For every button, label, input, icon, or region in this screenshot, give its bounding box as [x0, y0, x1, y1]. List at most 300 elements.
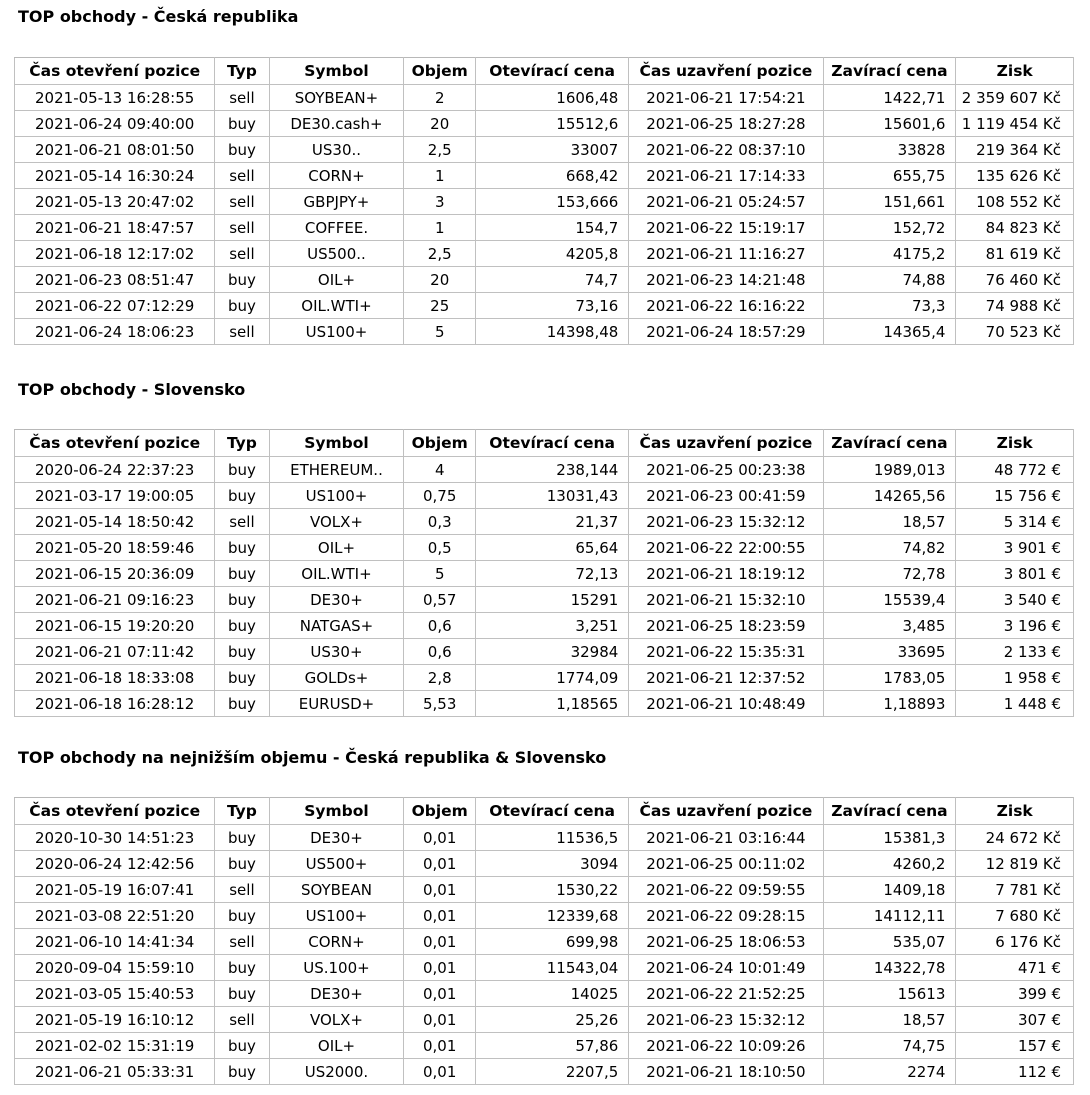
cell-profit: 471 € [956, 955, 1074, 981]
cell-open-price: 15512,6 [475, 111, 628, 137]
table-row [15, 1059, 1074, 1085]
cell-volume: 0,3 [404, 509, 476, 535]
cell-type: sell [215, 929, 269, 955]
cell-open-price: 4205,8 [475, 241, 628, 267]
table-header-row [15, 798, 1074, 825]
cell-type: buy [215, 483, 269, 509]
cell-close-price: 655,75 [823, 163, 956, 189]
cell-close-price: 33695 [823, 639, 956, 665]
cell-open-price: 1774,09 [475, 665, 628, 691]
table-row [15, 613, 1074, 639]
table-row [15, 877, 1074, 903]
cell-open-price: 73,16 [475, 293, 628, 319]
cell-open-price: 14025 [475, 981, 628, 1007]
cell-close-time: 2021-06-21 17:14:33 [629, 163, 823, 189]
cell-profit: 7 680 Kč [956, 903, 1074, 929]
section-title-lowest-volume: TOP obchody na nejnižším objemu - Česká republika & Slovensko [18, 748, 607, 767]
table-row [15, 137, 1074, 163]
cell-volume: 0,01 [404, 1059, 476, 1085]
cell-symbol: NATGAS+ [269, 613, 404, 639]
cell-type: buy [215, 903, 269, 929]
cell-volume: 5 [404, 561, 476, 587]
cell-profit: 24 672 Kč [956, 825, 1074, 851]
cell-open-price: 11536,5 [475, 825, 628, 851]
cell-close-price: 74,75 [823, 1033, 956, 1059]
cell-open-price: 11543,04 [475, 955, 628, 981]
table-row [15, 825, 1074, 851]
cell-close-price: 18,57 [823, 509, 956, 535]
cell-volume: 2,5 [404, 241, 476, 267]
cell-open-time: 2021-06-24 09:40:00 [15, 111, 215, 137]
table-row [15, 665, 1074, 691]
table-row [15, 561, 1074, 587]
cell-open-time: 2021-06-21 18:47:57 [15, 215, 215, 241]
cell-close-price: 2274 [823, 1059, 956, 1085]
cell-profit: 3 196 € [956, 613, 1074, 639]
table-row [15, 851, 1074, 877]
cell-volume: 20 [404, 267, 476, 293]
cell-type: buy [215, 665, 269, 691]
cell-close-time: 2021-06-22 22:00:55 [629, 535, 823, 561]
column-header-profit: Zisk [956, 798, 1074, 825]
cell-open-price: 1,18565 [475, 691, 628, 717]
section-title-sk: TOP obchody - Slovensko [18, 380, 246, 399]
cell-open-time: 2021-05-14 16:30:24 [15, 163, 215, 189]
cell-open-price: 13031,43 [475, 483, 628, 509]
cell-profit: 5 314 € [956, 509, 1074, 535]
table-row [15, 1007, 1074, 1033]
cell-type: sell [215, 163, 269, 189]
cell-symbol: GOLDs+ [269, 665, 404, 691]
cell-symbol: SOYBEAN [269, 877, 404, 903]
cell-open-time: 2021-06-24 18:06:23 [15, 319, 215, 345]
cell-close-price: 74,88 [823, 267, 956, 293]
cell-volume: 0,01 [404, 1033, 476, 1059]
cell-open-time: 2021-06-15 20:36:09 [15, 561, 215, 587]
table-top-trades-lowest-volume [14, 797, 1074, 1085]
cell-open-price: 3094 [475, 851, 628, 877]
cell-open-time: 2021-05-13 16:28:55 [15, 85, 215, 111]
cell-open-price: 32984 [475, 639, 628, 665]
cell-profit: 3 801 € [956, 561, 1074, 587]
cell-type: buy [215, 535, 269, 561]
column-header-type: Typ [215, 430, 269, 457]
cell-profit: 2 133 € [956, 639, 1074, 665]
cell-profit: 48 772 € [956, 457, 1074, 483]
cell-volume: 2 [404, 85, 476, 111]
table-row [15, 85, 1074, 111]
cell-symbol: OIL+ [269, 267, 404, 293]
cell-type: sell [215, 319, 269, 345]
cell-open-price: 25,26 [475, 1007, 628, 1033]
cell-close-time: 2021-06-22 21:52:25 [629, 981, 823, 1007]
cell-close-time: 2021-06-21 18:10:50 [629, 1059, 823, 1085]
cell-profit: 3 901 € [956, 535, 1074, 561]
cell-close-price: 15381,3 [823, 825, 956, 851]
cell-volume: 0,01 [404, 903, 476, 929]
cell-open-time: 2020-06-24 12:42:56 [15, 851, 215, 877]
column-header-close-price: Zavírací cena [823, 58, 956, 85]
cell-close-time: 2021-06-22 09:59:55 [629, 877, 823, 903]
column-header-type: Typ [215, 798, 269, 825]
cell-open-price: 21,37 [475, 509, 628, 535]
cell-profit: 219 364 Kč [956, 137, 1074, 163]
cell-symbol: VOLX+ [269, 509, 404, 535]
column-header-volume: Objem [404, 430, 476, 457]
cell-symbol: OIL.WTI+ [269, 561, 404, 587]
cell-type: sell [215, 241, 269, 267]
cell-type: buy [215, 613, 269, 639]
cell-type: buy [215, 111, 269, 137]
cell-profit: 1 119 454 Kč [956, 111, 1074, 137]
column-header-symbol: Symbol [269, 58, 404, 85]
table-row [15, 981, 1074, 1007]
cell-close-time: 2021-06-25 00:11:02 [629, 851, 823, 877]
table-row [15, 483, 1074, 509]
cell-symbol: OIL+ [269, 1033, 404, 1059]
cell-symbol: US30.. [269, 137, 404, 163]
cell-open-time: 2021-06-21 09:16:23 [15, 587, 215, 613]
cell-close-price: 1,18893 [823, 691, 956, 717]
cell-close-price: 152,72 [823, 215, 956, 241]
cell-profit: 76 460 Kč [956, 267, 1074, 293]
cell-type: sell [215, 85, 269, 111]
cell-close-price: 3,485 [823, 613, 956, 639]
cell-close-time: 2021-06-21 11:16:27 [629, 241, 823, 267]
cell-close-price: 72,78 [823, 561, 956, 587]
cell-symbol: US.100+ [269, 955, 404, 981]
cell-profit: 1 448 € [956, 691, 1074, 717]
cell-close-time: 2021-06-25 18:23:59 [629, 613, 823, 639]
column-header-open-price: Otevírací cena [475, 430, 628, 457]
table-row [15, 293, 1074, 319]
cell-open-price: 1530,22 [475, 877, 628, 903]
cell-volume: 2,8 [404, 665, 476, 691]
cell-open-price: 3,251 [475, 613, 628, 639]
cell-close-price: 74,82 [823, 535, 956, 561]
column-header-open-time: Čas otevření pozice [15, 430, 215, 457]
cell-type: buy [215, 457, 269, 483]
cell-close-price: 33828 [823, 137, 956, 163]
column-header-profit: Zisk [956, 58, 1074, 85]
cell-close-price: 1783,05 [823, 665, 956, 691]
column-header-open-price: Otevírací cena [475, 798, 628, 825]
column-header-open-time: Čas otevření pozice [15, 58, 215, 85]
cell-close-time: 2021-06-25 18:27:28 [629, 111, 823, 137]
cell-open-price: 238,144 [475, 457, 628, 483]
cell-close-time: 2021-06-22 15:19:17 [629, 215, 823, 241]
cell-open-time: 2021-06-21 05:33:31 [15, 1059, 215, 1085]
cell-open-price: 668,42 [475, 163, 628, 189]
cell-volume: 1 [404, 163, 476, 189]
cell-profit: 84 823 Kč [956, 215, 1074, 241]
cell-close-time: 2021-06-22 15:35:31 [629, 639, 823, 665]
cell-volume: 0,01 [404, 877, 476, 903]
cell-type: sell [215, 1007, 269, 1033]
table-row [15, 535, 1074, 561]
cell-volume: 0,01 [404, 955, 476, 981]
cell-open-time: 2021-05-14 18:50:42 [15, 509, 215, 535]
cell-type: buy [215, 1033, 269, 1059]
cell-profit: 81 619 Kč [956, 241, 1074, 267]
cell-type: buy [215, 1059, 269, 1085]
cell-open-price: 154,7 [475, 215, 628, 241]
cell-open-price: 65,64 [475, 535, 628, 561]
cell-type: sell [215, 509, 269, 535]
cell-open-time: 2021-06-23 08:51:47 [15, 267, 215, 293]
cell-open-price: 14398,48 [475, 319, 628, 345]
cell-open-time: 2021-05-20 18:59:46 [15, 535, 215, 561]
table-row [15, 163, 1074, 189]
cell-volume: 0,5 [404, 535, 476, 561]
cell-profit: 70 523 Kč [956, 319, 1074, 345]
cell-profit: 307 € [956, 1007, 1074, 1033]
cell-type: sell [215, 189, 269, 215]
table-row [15, 691, 1074, 717]
cell-profit: 135 626 Kč [956, 163, 1074, 189]
cell-volume: 0,01 [404, 825, 476, 851]
cell-type: buy [215, 137, 269, 163]
cell-open-time: 2020-10-30 14:51:23 [15, 825, 215, 851]
cell-volume: 2,5 [404, 137, 476, 163]
table-row [15, 903, 1074, 929]
column-header-type: Typ [215, 58, 269, 85]
cell-open-price: 57,86 [475, 1033, 628, 1059]
table-header-row [15, 430, 1074, 457]
cell-open-time: 2021-05-13 20:47:02 [15, 189, 215, 215]
cell-close-time: 2021-06-21 17:54:21 [629, 85, 823, 111]
cell-close-time: 2021-06-23 00:41:59 [629, 483, 823, 509]
cell-symbol: US100+ [269, 483, 404, 509]
cell-symbol: OIL+ [269, 535, 404, 561]
cell-volume: 0,75 [404, 483, 476, 509]
cell-close-price: 73,3 [823, 293, 956, 319]
cell-symbol: SOYBEAN+ [269, 85, 404, 111]
cell-close-time: 2021-06-21 05:24:57 [629, 189, 823, 215]
cell-open-price: 153,666 [475, 189, 628, 215]
column-header-close-time: Čas uzavření pozice [629, 430, 823, 457]
cell-open-time: 2021-06-15 19:20:20 [15, 613, 215, 639]
cell-volume: 5,53 [404, 691, 476, 717]
cell-symbol: US30+ [269, 639, 404, 665]
cell-close-price: 4175,2 [823, 241, 956, 267]
cell-open-time: 2021-06-18 18:33:08 [15, 665, 215, 691]
cell-close-price: 1989,013 [823, 457, 956, 483]
cell-open-time: 2021-05-19 16:07:41 [15, 877, 215, 903]
cell-close-time: 2021-06-23 14:21:48 [629, 267, 823, 293]
cell-close-time: 2021-06-25 18:06:53 [629, 929, 823, 955]
column-header-open-time: Čas otevření pozice [15, 798, 215, 825]
cell-close-time: 2021-06-22 16:16:22 [629, 293, 823, 319]
column-header-close-price: Zavírací cena [823, 798, 956, 825]
cell-profit: 108 552 Kč [956, 189, 1074, 215]
cell-symbol: DE30+ [269, 981, 404, 1007]
cell-open-time: 2021-06-18 16:28:12 [15, 691, 215, 717]
cell-close-time: 2021-06-23 15:32:12 [629, 509, 823, 535]
cell-close-time: 2021-06-21 18:19:12 [629, 561, 823, 587]
cell-open-price: 12339,68 [475, 903, 628, 929]
cell-open-time: 2021-03-05 15:40:53 [15, 981, 215, 1007]
cell-type: buy [215, 851, 269, 877]
column-header-profit: Zisk [956, 430, 1074, 457]
cell-volume: 0,01 [404, 929, 476, 955]
cell-close-price: 1422,71 [823, 85, 956, 111]
cell-close-price: 15539,4 [823, 587, 956, 613]
cell-close-price: 1409,18 [823, 877, 956, 903]
cell-volume: 0,01 [404, 981, 476, 1007]
cell-symbol: US2000. [269, 1059, 404, 1085]
cell-type: sell [215, 877, 269, 903]
cell-close-time: 2021-06-22 08:37:10 [629, 137, 823, 163]
cell-close-time: 2021-06-22 10:09:26 [629, 1033, 823, 1059]
section-title-cz: TOP obchody - Česká republika [18, 7, 299, 26]
column-header-symbol: Symbol [269, 798, 404, 825]
cell-symbol: OIL.WTI+ [269, 293, 404, 319]
cell-profit: 112 € [956, 1059, 1074, 1085]
cell-close-time: 2021-06-21 12:37:52 [629, 665, 823, 691]
table-top-trades-cz [14, 57, 1074, 345]
cell-close-price: 151,661 [823, 189, 956, 215]
column-header-open-price: Otevírací cena [475, 58, 628, 85]
cell-profit: 15 756 € [956, 483, 1074, 509]
cell-volume: 5 [404, 319, 476, 345]
column-header-close-time: Čas uzavření pozice [629, 58, 823, 85]
cell-open-time: 2020-09-04 15:59:10 [15, 955, 215, 981]
cell-type: sell [215, 215, 269, 241]
cell-close-time: 2021-06-24 10:01:49 [629, 955, 823, 981]
cell-volume: 1 [404, 215, 476, 241]
cell-open-time: 2020-06-24 22:37:23 [15, 457, 215, 483]
table-row [15, 639, 1074, 665]
cell-close-price: 14265,56 [823, 483, 956, 509]
cell-volume: 0,01 [404, 851, 476, 877]
cell-volume: 0,6 [404, 613, 476, 639]
cell-symbol: GBPJPY+ [269, 189, 404, 215]
table-row [15, 215, 1074, 241]
table-row [15, 111, 1074, 137]
cell-type: buy [215, 561, 269, 587]
cell-profit: 2 359 607 Kč [956, 85, 1074, 111]
cell-open-price: 15291 [475, 587, 628, 613]
table-row [15, 587, 1074, 613]
cell-close-time: 2021-06-21 10:48:49 [629, 691, 823, 717]
cell-profit: 7 781 Kč [956, 877, 1074, 903]
cell-type: buy [215, 691, 269, 717]
cell-close-price: 14322,78 [823, 955, 956, 981]
cell-volume: 20 [404, 111, 476, 137]
table-row [15, 267, 1074, 293]
cell-symbol: DE30+ [269, 825, 404, 851]
cell-open-price: 72,13 [475, 561, 628, 587]
cell-close-price: 535,07 [823, 929, 956, 955]
cell-symbol: ETHEREUM.. [269, 457, 404, 483]
column-header-volume: Objem [404, 58, 476, 85]
cell-symbol: US500.. [269, 241, 404, 267]
cell-type: buy [215, 267, 269, 293]
cell-close-time: 2021-06-24 18:57:29 [629, 319, 823, 345]
table-row [15, 457, 1074, 483]
cell-type: buy [215, 293, 269, 319]
column-header-close-time: Čas uzavření pozice [629, 798, 823, 825]
cell-volume: 0,6 [404, 639, 476, 665]
column-header-close-price: Zavírací cena [823, 430, 956, 457]
column-header-symbol: Symbol [269, 430, 404, 457]
cell-profit: 399 € [956, 981, 1074, 1007]
cell-volume: 4 [404, 457, 476, 483]
cell-symbol: US100+ [269, 319, 404, 345]
cell-symbol: COFFEE. [269, 215, 404, 241]
column-header-volume: Objem [404, 798, 476, 825]
cell-volume: 3 [404, 189, 476, 215]
table-row [15, 319, 1074, 345]
cell-open-time: 2021-06-22 07:12:29 [15, 293, 215, 319]
cell-close-price: 15601,6 [823, 111, 956, 137]
table-row [15, 189, 1074, 215]
cell-symbol: EURUSD+ [269, 691, 404, 717]
cell-symbol: DE30+ [269, 587, 404, 613]
cell-open-time: 2021-06-10 14:41:34 [15, 929, 215, 955]
cell-symbol: DE30.cash+ [269, 111, 404, 137]
cell-open-time: 2021-06-18 12:17:02 [15, 241, 215, 267]
cell-symbol: US100+ [269, 903, 404, 929]
cell-profit: 157 € [956, 1033, 1074, 1059]
cell-open-price: 33007 [475, 137, 628, 163]
cell-open-price: 699,98 [475, 929, 628, 955]
cell-type: buy [215, 955, 269, 981]
cell-type: buy [215, 639, 269, 665]
cell-open-time: 2021-05-19 16:10:12 [15, 1007, 215, 1033]
cell-volume: 0,57 [404, 587, 476, 613]
cell-type: buy [215, 981, 269, 1007]
cell-profit: 6 176 Kč [956, 929, 1074, 955]
cell-close-time: 2021-06-21 03:16:44 [629, 825, 823, 851]
cell-volume: 25 [404, 293, 476, 319]
cell-close-time: 2021-06-22 09:28:15 [629, 903, 823, 929]
cell-close-time: 2021-06-23 15:32:12 [629, 1007, 823, 1033]
cell-close-price: 4260,2 [823, 851, 956, 877]
cell-open-time: 2021-03-08 22:51:20 [15, 903, 215, 929]
cell-profit: 12 819 Kč [956, 851, 1074, 877]
cell-open-time: 2021-06-21 07:11:42 [15, 639, 215, 665]
table-row [15, 929, 1074, 955]
cell-open-price: 1606,48 [475, 85, 628, 111]
cell-symbol: US500+ [269, 851, 404, 877]
table-top-trades-sk [14, 429, 1074, 717]
table-row [15, 955, 1074, 981]
cell-open-time: 2021-06-21 08:01:50 [15, 137, 215, 163]
cell-open-time: 2021-02-02 15:31:19 [15, 1033, 215, 1059]
cell-close-price: 15613 [823, 981, 956, 1007]
cell-symbol: CORN+ [269, 163, 404, 189]
cell-symbol: CORN+ [269, 929, 404, 955]
cell-close-time: 2021-06-21 15:32:10 [629, 587, 823, 613]
cell-close-time: 2021-06-25 00:23:38 [629, 457, 823, 483]
cell-volume: 0,01 [404, 1007, 476, 1033]
table-header-row [15, 58, 1074, 85]
cell-open-time: 2021-03-17 19:00:05 [15, 483, 215, 509]
cell-symbol: VOLX+ [269, 1007, 404, 1033]
cell-profit: 3 540 € [956, 587, 1074, 613]
cell-close-price: 14112,11 [823, 903, 956, 929]
table-row [15, 241, 1074, 267]
cell-type: buy [215, 587, 269, 613]
cell-close-price: 14365,4 [823, 319, 956, 345]
cell-open-price: 2207,5 [475, 1059, 628, 1085]
cell-close-price: 18,57 [823, 1007, 956, 1033]
cell-open-price: 74,7 [475, 267, 628, 293]
cell-profit: 1 958 € [956, 665, 1074, 691]
cell-type: buy [215, 825, 269, 851]
